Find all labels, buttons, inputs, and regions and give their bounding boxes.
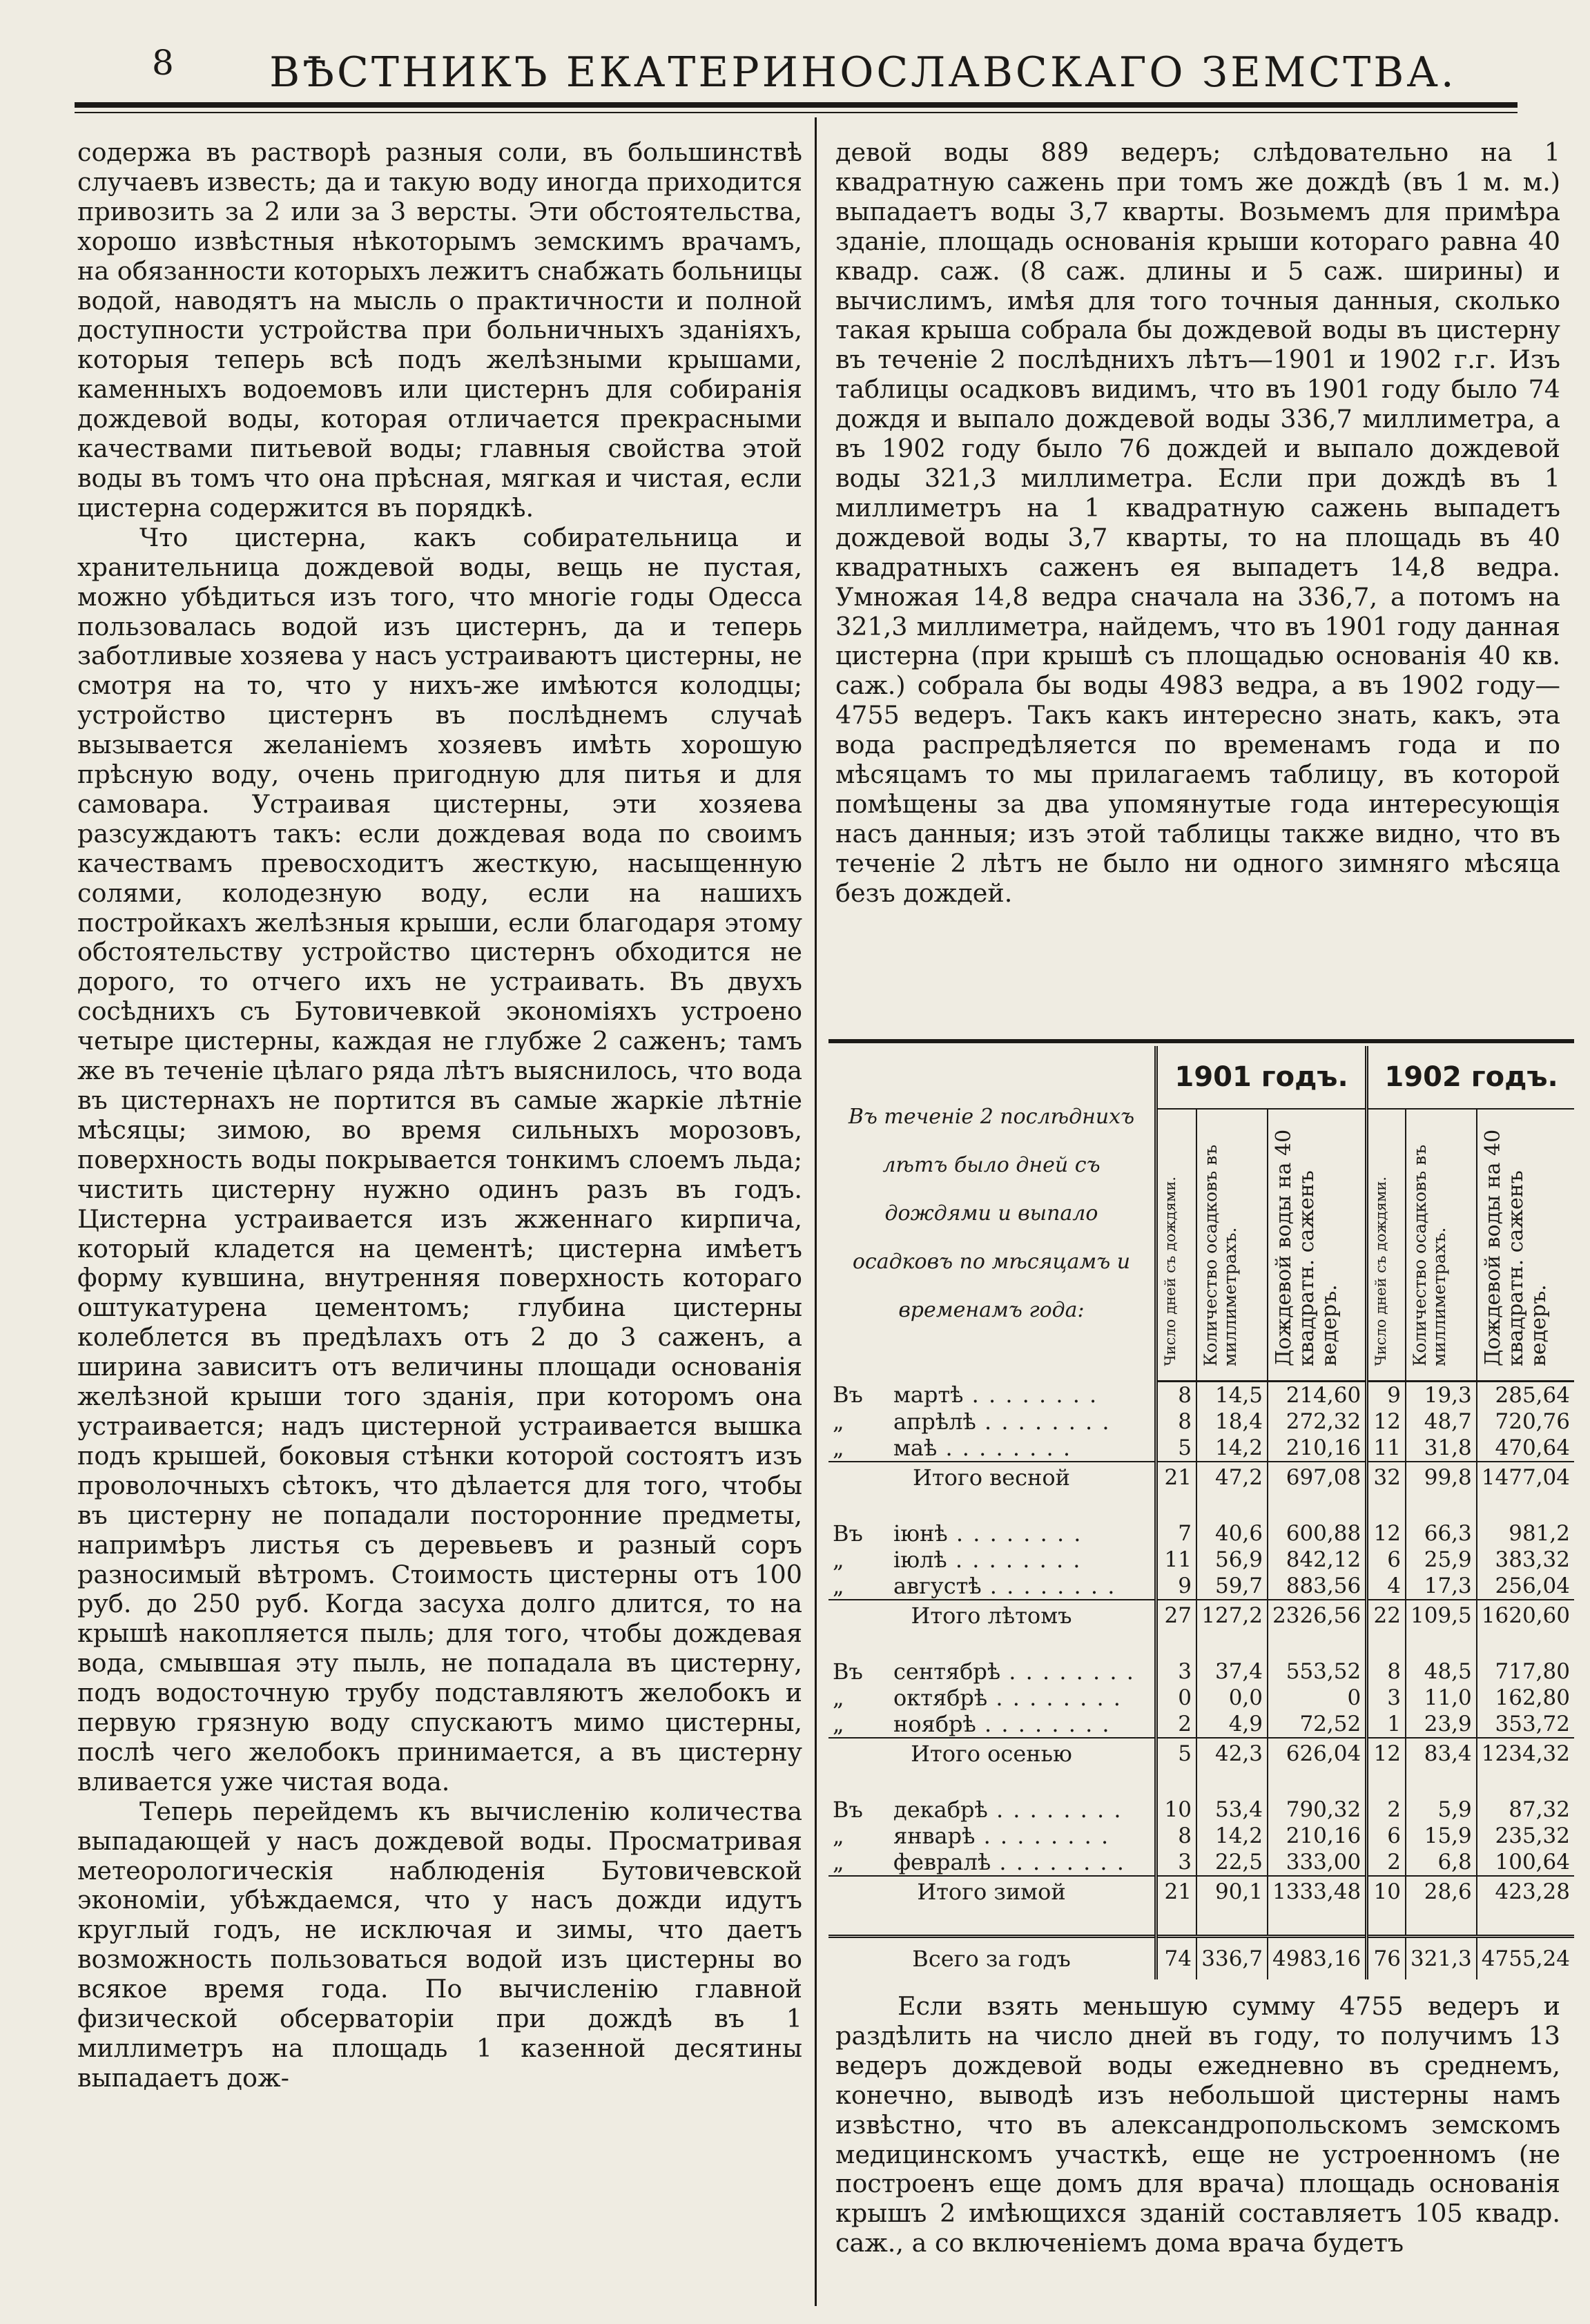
- cell-y1901-water: 842,12: [1268, 1547, 1367, 1573]
- col-precip-1902: Количество осадковъ въ миллиметрахъ.: [1406, 1109, 1477, 1382]
- month-name: мартѣ: [893, 1382, 964, 1408]
- month-name: февралѣ: [893, 1849, 991, 1875]
- cell-y1901-precip: 53,4: [1196, 1797, 1268, 1823]
- table-row: [828, 1823, 1574, 1849]
- subtotal-y1901-precip: 47,2: [1196, 1462, 1268, 1493]
- paragraph: девой воды 889 ведеръ; слѣдовательно на 1 квадратную сажень при томъ же дождѣ (въ 1 м. м.) выпадаетъ воды 3,7 кварты. Возьмемъ для примѣра зданiе, площадь основанiя крыши котораго равна 40 квадр. саж. (8 саж. длины и 5 саж. ширины) и вычислимъ, имѣя для того точныя данныя, сколько такая крыша собрала бы дождевой воды въ цистерну въ теченiе 2 послѣднихъ лѣтъ—1901 и 1902 г.г. Изъ таблицы осадковъ видимъ, что въ 1901 году было 74 дождя и выпало дождевой воды 336,7 миллиметра, а въ 1902 году было 76 дождей и выпало дождевой воды 321,3 миллиметра. Если при дождѣ въ 1 миллиметръ на 1 квадратную сажень выпадетъ дождевой воды 3,7 кварты, то на площадь въ 40 квадратныхъ саженъ ея выпадетъ 14,8 ведра. Умножая 14,8 ведра сначала на 336,7, а потомъ на 321,3 миллиметра, найдемъ, что въ 1901 году данная цистерна (при крышѣ съ площадью основанiя 40 кв. саж.) собрала бы воды 4983 ведра, а въ 1902 году—4755 ведеръ. Такъ какъ интересно знать, какъ, эта вода распредѣляется по временамъ года и по мѣсяцамъ то мы прилагаемъ таблицу, въ которой помѣщены за два упомянутые года интересующiя насъ данныя; изъ этой таблицы также видно, что въ теченiе 2 лѣтъ не было ни одного зимняго мѣсяца безъ дождей.: [835, 137, 1560, 908]
- table-row: [828, 1685, 1574, 1711]
- subtotal-y1901-precip: 42,3: [1196, 1738, 1268, 1769]
- cell-y1902-days: 12: [1367, 1520, 1406, 1547]
- subtotal-y1902-precip: 28,6: [1406, 1876, 1477, 1907]
- cell-y1901-days: 3: [1156, 1658, 1196, 1685]
- cell-y1902-days: 2: [1367, 1797, 1406, 1823]
- leader-dots: . . . . . . . .: [987, 1797, 1123, 1823]
- table-row: [828, 1797, 1574, 1823]
- table-row: [828, 1408, 1574, 1435]
- cell-y1902-precip: 6,8: [1406, 1849, 1477, 1876]
- leader-dots: . . . . . . . .: [1000, 1658, 1135, 1685]
- table-row: [828, 1547, 1574, 1573]
- month-label: [828, 1823, 1156, 1849]
- month-label: [828, 1382, 1156, 1409]
- subtotal-row: [828, 1462, 1574, 1493]
- subtotal-y1902-water: 423,28: [1477, 1876, 1574, 1907]
- cell-y1902-precip: 11,0: [1406, 1685, 1477, 1711]
- month-prefix: „: [833, 1823, 844, 1849]
- cell-y1902-water: 717,80: [1477, 1658, 1574, 1685]
- subtotal-y1902-water: 1477,04: [1477, 1462, 1574, 1493]
- journal-title: ВѢСТНИКЪ ЕКАТЕРИНОСЛАВСКАГО ЗЕМСТВА.: [269, 48, 1457, 97]
- cell-y1902-water: 353,72: [1477, 1711, 1574, 1738]
- leader-dots: . . . . . . . .: [981, 1573, 1116, 1599]
- cell-y1901-precip: 37,4: [1196, 1658, 1268, 1685]
- subtotal-y1901-days: 27: [1156, 1600, 1196, 1631]
- total-y1901-precip: 336,7: [1196, 1937, 1268, 1980]
- table-row: [828, 1711, 1574, 1738]
- cell-y1902-water: 256,04: [1477, 1573, 1574, 1600]
- subtotal-y1902-precip: 99,8: [1406, 1462, 1477, 1493]
- table-row: [828, 1573, 1574, 1600]
- month-name: январѣ: [893, 1823, 976, 1849]
- table-spacer: [828, 1769, 1574, 1797]
- left-column: [77, 138, 802, 2093]
- subtotal-label: Итого зимой: [828, 1876, 1156, 1907]
- cell-y1902-precip: 48,7: [1406, 1408, 1477, 1435]
- cell-y1902-days: 2: [1367, 1849, 1406, 1876]
- cell-y1901-precip: 0,0: [1196, 1685, 1268, 1711]
- month-name: сентябрѣ: [893, 1658, 1001, 1685]
- year-1902-header: 1902 годъ.: [1367, 1046, 1574, 1109]
- leader-dots: . . . . . . . .: [976, 1408, 1111, 1435]
- cell-y1902-water: 285,64: [1477, 1382, 1574, 1409]
- table-body: [828, 1382, 1574, 1980]
- cell-y1901-water: 790,32: [1268, 1797, 1367, 1823]
- month-prefix: „: [833, 1573, 844, 1599]
- month-name: iюлѣ: [893, 1547, 947, 1573]
- cell-y1901-water: 553,52: [1268, 1658, 1367, 1685]
- month-prefix: „: [833, 1547, 844, 1573]
- month-prefix: Въ: [833, 1382, 863, 1408]
- subtotal-y1902-days: 10: [1367, 1876, 1406, 1907]
- cell-y1901-precip: 14,5: [1196, 1382, 1268, 1409]
- col-days-1902: Число дней съ дождями.: [1367, 1109, 1406, 1382]
- subtotal-label: Итого весной: [828, 1462, 1156, 1493]
- cell-y1901-precip: 22,5: [1196, 1849, 1268, 1876]
- cell-y1902-precip: 19,3: [1406, 1382, 1477, 1409]
- paragraph: Если взять меньшую сумму 4755 ведеръ и раздѣлить на число дней въ году, то получимъ 13 ведеръ дождевой воды ежедневно въ среднемъ, конечно, выводѣ изъ небольшой цистерны намъ извѣстно, что въ александропольскомъ земскомъ медицинскомъ участкѣ, еще не устроенномъ (не построенъ еще домъ для врача) площадь основанiя крышъ 2 имѣющихся зданiй составляетъ 105 квадр. саж., а со включенiемъ дома врача будетъ: [835, 1991, 1560, 2258]
- subtotal-row: [828, 1738, 1574, 1769]
- subtotal-y1901-water: 697,08: [1268, 1462, 1367, 1493]
- col-water-1902: Дождевой воды на 40 квадратн. саженъ ведеръ.: [1477, 1109, 1574, 1382]
- cell-y1901-precip: 18,4: [1196, 1408, 1268, 1435]
- cell-y1901-water: 72,52: [1268, 1711, 1367, 1738]
- subtotal-y1902-water: 1620,60: [1477, 1600, 1574, 1631]
- cell-y1902-days: 1: [1367, 1711, 1406, 1738]
- cell-y1901-precip: 4,9: [1196, 1711, 1268, 1738]
- paragraph: содержа въ растворѣ разныя соли, въ большинствѣ случаевъ известь; да и такую воду иногда приходится привозить за 2 или за 3 версты. Эти обстоятельства, хорошо извѣстныя нѣкоторымъ земскимъ врачамъ, на обязанности которыхъ лежитъ снабжать больницы водой, наводятъ на мысль о практичности и полной доступности устройства при больничныхъ зданiяхъ, которыя теперь всѣ подъ желѣзными крышами, каменныхъ водоемовъ или цистернъ для собиранiя дождевой воды, которая отличается прекрасными качествами питьевой воды; главныя свойства этой воды въ томъ что она прѣсная, мягкая и чистая, если цистерна содержится въ порядкѣ.: [77, 137, 802, 523]
- cell-y1901-water: 600,88: [1268, 1520, 1367, 1547]
- cell-y1901-days: 9: [1156, 1573, 1196, 1600]
- month-label: [828, 1711, 1156, 1738]
- cell-y1902-days: 6: [1367, 1823, 1406, 1849]
- paragraph: Теперь перейдемъ къ вычисленiю количества выпадающей у насъ дождевой воды. Просматривая метеорологическiя наблюденiя Бутовичевской экономiи, убѣждаемся, что у насъ дожди идутъ круглый годъ, не исключая и зимы, что даетъ возможность пользоваться водой изъ цистерны во всякое время года. По вычисленiю главной физической обсерваторiи при дождѣ въ 1 миллиметръ на площадь 1 казенной десятины выпадаетъ дож-: [77, 1796, 802, 2093]
- month-prefix: „: [833, 1711, 844, 1737]
- subtotal-label: Итого лѣтомъ: [828, 1600, 1156, 1631]
- table-row: [828, 1658, 1574, 1685]
- cell-y1902-water: 235,32: [1477, 1823, 1574, 1849]
- cell-y1901-water: 0: [1268, 1685, 1367, 1711]
- month-label: [828, 1435, 1156, 1462]
- cell-y1902-days: 4: [1367, 1573, 1406, 1600]
- cell-y1901-precip: 14,2: [1196, 1435, 1268, 1462]
- cell-y1901-water: 210,16: [1268, 1823, 1367, 1849]
- cell-y1902-precip: 66,3: [1406, 1520, 1477, 1547]
- cell-y1902-water: 383,32: [1477, 1547, 1574, 1573]
- month-label: [828, 1408, 1156, 1435]
- cell-y1901-water: 883,56: [1268, 1573, 1367, 1600]
- paragraph: Что цистерна, какъ собирательница и хранительница дождевой воды, вещь не пустая, можно убѣдиться изъ того, что многiе годы Одесса пользовалась водой изъ цистернъ, да и теперь заботливые хозяева у насъ устраиваютъ цистерны, не смотря на то, что у нихъ-же имѣются колодцы; устройство цистернъ въ послѣднемъ случаѣ вызывается желанiемъ хозяевъ имѣть хорошую прѣсную воду, очень пригодную для питья и для самовара. Устраивая цистерны, эти хозяева разсуждаютъ такъ: если дождевая вода по своимъ качествамъ превосходитъ жесткую, насыщенную солями, колодезную воду, если на нашихъ постройкахъ желѣзныя крыши, если благодаря этому обстоятельству устройство цистернъ обходится не дорого, то отчего ихъ не устраивать. Въ двухъ сосѣднихъ съ Бутовичевкой экономiяхъ устроено четыре цистерны, каждая не глубже 2 саженъ; тамъ же въ теченiе цѣлаго ряда лѣтъ выяснилось, что вода въ цистернахъ не портится въ самые жаркiе лѣтнiе мѣсяцы; зимою, во время сильныхъ морозовъ, поверхность воды покрывается тонкимъ слоемъ льда; чистить цистерну нужно одинъ разъ въ годъ. Цистерна устраивается изъ жженнаго кирпича, который кладется на цементѣ; цистерна имѣетъ форму кувшина, внутренняя поверхность котораго оштукатурена цементомъ; глубина цистерны колеблется въ предѣлахъ отъ 2 до 3 саженъ, а ширина зависитъ отъ величины площади основанiя желѣзной крыши того зданiя, при которомъ она устраивается; надъ цистерной устраивается вышка подъ крышей, боковыя стѣнки которой состоятъ изъ проволочныхъ сѣтокъ, что дѣлается для того, чтобы въ цистерну не попадали посторонние предметы, напримѣръ листья съ деревьевъ и разный соръ разносимый вѣтромъ. Стоимость цистерны отъ 100 руб. до 250 руб. Когда засуха долго длится, то на крышѣ накопляется пыль; для того, чтобы дождевая вода, смывшая эту пыль, не попадала въ цистерну, подъ водосточную трубу подставляютъ желобокъ и первую грязную воду спускаютъ мимо цистерны, послѣ чего желобокъ принимается, а въ цистерну вливается уже чистая вода.: [77, 522, 802, 1797]
- header-rule: [75, 102, 1518, 108]
- header-rule-thin: [75, 112, 1518, 113]
- subtotal-label: Итого осенью: [828, 1738, 1156, 1769]
- page-number: 8: [152, 43, 174, 83]
- month-prefix: Въ: [833, 1658, 863, 1685]
- subtotal-y1902-days: 12: [1367, 1738, 1406, 1769]
- cell-y1901-water: 333,00: [1268, 1849, 1367, 1876]
- table-row: [828, 1849, 1574, 1876]
- month-name: августѣ: [893, 1573, 982, 1599]
- cell-y1902-precip: 31,8: [1406, 1435, 1477, 1462]
- total-y1902-water: 4755,24: [1477, 1937, 1574, 1980]
- table-row: [828, 1520, 1574, 1547]
- cell-y1901-days: 8: [1156, 1382, 1196, 1409]
- subtotal-y1901-water: 2326,56: [1268, 1600, 1367, 1631]
- cell-y1901-water: 210,16: [1268, 1435, 1367, 1462]
- cell-y1901-precip: 59,7: [1196, 1573, 1268, 1600]
- cell-y1902-water: 100,64: [1477, 1849, 1574, 1876]
- cell-y1901-water: 272,32: [1268, 1408, 1367, 1435]
- cell-y1901-days: 8: [1156, 1408, 1196, 1435]
- leader-dots: . . . . . . . .: [976, 1711, 1111, 1737]
- cell-y1901-days: 0: [1156, 1685, 1196, 1711]
- col-precip-1901: Количество осадковъ въ миллиметрахъ.: [1196, 1109, 1268, 1382]
- cell-y1902-water: 87,32: [1477, 1797, 1574, 1823]
- month-label: [828, 1573, 1156, 1600]
- total-y1901-days: 74: [1156, 1937, 1196, 1980]
- subtotal-y1901-water: 626,04: [1268, 1738, 1367, 1769]
- subtotal-y1902-days: 32: [1367, 1462, 1406, 1493]
- subtotal-y1901-precip: 127,2: [1196, 1600, 1268, 1631]
- subtotal-y1902-precip: 83,4: [1406, 1738, 1477, 1769]
- cell-y1902-precip: 23,9: [1406, 1711, 1477, 1738]
- month-name: октябрѣ: [893, 1685, 988, 1711]
- month-prefix: „: [833, 1435, 844, 1461]
- cell-y1901-days: 3: [1156, 1849, 1196, 1876]
- total-y1902-days: 76: [1367, 1937, 1406, 1980]
- cell-y1902-precip: 25,9: [1406, 1547, 1477, 1573]
- cell-y1902-water: 981,2: [1477, 1520, 1574, 1547]
- month-prefix: „: [833, 1849, 844, 1875]
- month-name: маѣ: [893, 1435, 938, 1461]
- month-prefix: „: [833, 1685, 844, 1711]
- month-name: ноябрѣ: [893, 1711, 976, 1737]
- leader-dots: . . . . . . . .: [937, 1435, 1072, 1461]
- month-name: декабрѣ: [893, 1797, 988, 1823]
- subtotal-y1901-precip: 90,1: [1196, 1876, 1268, 1907]
- leader-dots: . . . . . . . .: [987, 1685, 1122, 1711]
- cell-y1901-days: 2: [1156, 1711, 1196, 1738]
- leader-dots: . . . . . . . .: [991, 1849, 1125, 1875]
- month-prefix: Въ: [833, 1797, 863, 1823]
- subtotal-y1901-water: 1333,48: [1268, 1876, 1367, 1907]
- cell-y1901-days: 10: [1156, 1797, 1196, 1823]
- cell-y1901-water: 214,60: [1268, 1382, 1367, 1409]
- precipitation-table: [828, 1046, 1574, 1979]
- leader-dots: . . . . . . . .: [963, 1382, 1098, 1408]
- cell-y1902-precip: 15,9: [1406, 1823, 1477, 1849]
- subtotal-y1902-water: 1234,32: [1477, 1738, 1574, 1769]
- col-water-1901: Дождевой воды на 40 квадратн. саженъ ведеръ.: [1268, 1109, 1367, 1382]
- total-y1901-water: 4983,16: [1268, 1937, 1367, 1980]
- column-divider: [815, 117, 817, 2306]
- month-label: [828, 1547, 1156, 1573]
- cell-y1902-days: 12: [1367, 1408, 1406, 1435]
- table-spacer: [828, 1493, 1574, 1520]
- cell-y1901-precip: 40,6: [1196, 1520, 1268, 1547]
- cell-y1902-days: 3: [1367, 1685, 1406, 1711]
- table-row: [828, 1382, 1574, 1409]
- month-label: [828, 1797, 1156, 1823]
- month-label: [828, 1849, 1156, 1876]
- month-name: апрѣлѣ: [893, 1408, 976, 1435]
- subtotal-y1901-days: 5: [1156, 1738, 1196, 1769]
- table-row: [828, 1435, 1574, 1462]
- col-days-1901: Число дней съ дождями.: [1156, 1109, 1196, 1382]
- subtotal-row: [828, 1876, 1574, 1907]
- total-label: Всего за годъ: [828, 1937, 1156, 1980]
- cell-y1902-water: 720,76: [1477, 1408, 1574, 1435]
- subtotal-y1902-precip: 109,5: [1406, 1600, 1477, 1631]
- cell-y1902-precip: 48,5: [1406, 1658, 1477, 1685]
- leader-dots: . . . . . . . .: [975, 1823, 1110, 1849]
- table-top-rule: [828, 1039, 1574, 1043]
- table-spacer: [828, 1907, 1574, 1937]
- right-column-top: [835, 138, 1560, 909]
- month-name: iюнѣ: [893, 1520, 948, 1547]
- cell-y1902-water: 470,64: [1477, 1435, 1574, 1462]
- cell-y1902-days: 9: [1367, 1382, 1406, 1409]
- subtotal-y1902-days: 22: [1367, 1600, 1406, 1631]
- month-label: [828, 1520, 1156, 1547]
- cell-y1901-days: 11: [1156, 1547, 1196, 1573]
- table-year-header-row: [828, 1046, 1574, 1109]
- month-prefix: „: [833, 1408, 844, 1435]
- leader-dots: . . . . . . . .: [947, 1520, 1083, 1547]
- total-row: [828, 1937, 1574, 1980]
- month-prefix: Въ: [833, 1520, 863, 1547]
- cell-y1901-days: 5: [1156, 1435, 1196, 1462]
- cell-y1901-precip: 14,2: [1196, 1823, 1268, 1849]
- table-intro: Въ теченiе 2 послѣднихъ лѣтъ было дней съ дождями и выпало осадковъ по мѣсяцамъ и временамъ года:: [848, 1104, 1135, 1322]
- leader-dots: . . . . . . . .: [947, 1547, 1082, 1573]
- month-label: [828, 1658, 1156, 1685]
- cell-y1902-precip: 17,3: [1406, 1573, 1477, 1600]
- cell-y1901-precip: 56,9: [1196, 1547, 1268, 1573]
- cell-y1902-days: 11: [1367, 1435, 1406, 1462]
- cell-y1902-water: 162,80: [1477, 1685, 1574, 1711]
- cell-y1901-days: 8: [1156, 1823, 1196, 1849]
- right-column-bottom: [835, 1992, 1560, 2258]
- cell-y1902-precip: 5,9: [1406, 1797, 1477, 1823]
- subtotal-y1901-days: 21: [1156, 1876, 1196, 1907]
- table-spacer: [828, 1631, 1574, 1658]
- cell-y1901-days: 7: [1156, 1520, 1196, 1547]
- subtotal-row: [828, 1600, 1574, 1631]
- subtotal-y1901-days: 21: [1156, 1462, 1196, 1493]
- cell-y1902-days: 8: [1367, 1658, 1406, 1685]
- year-1901-header: 1901 годъ.: [1156, 1046, 1366, 1109]
- month-label: [828, 1685, 1156, 1711]
- cell-y1902-days: 6: [1367, 1547, 1406, 1573]
- total-y1902-precip: 321,3: [1406, 1937, 1477, 1980]
